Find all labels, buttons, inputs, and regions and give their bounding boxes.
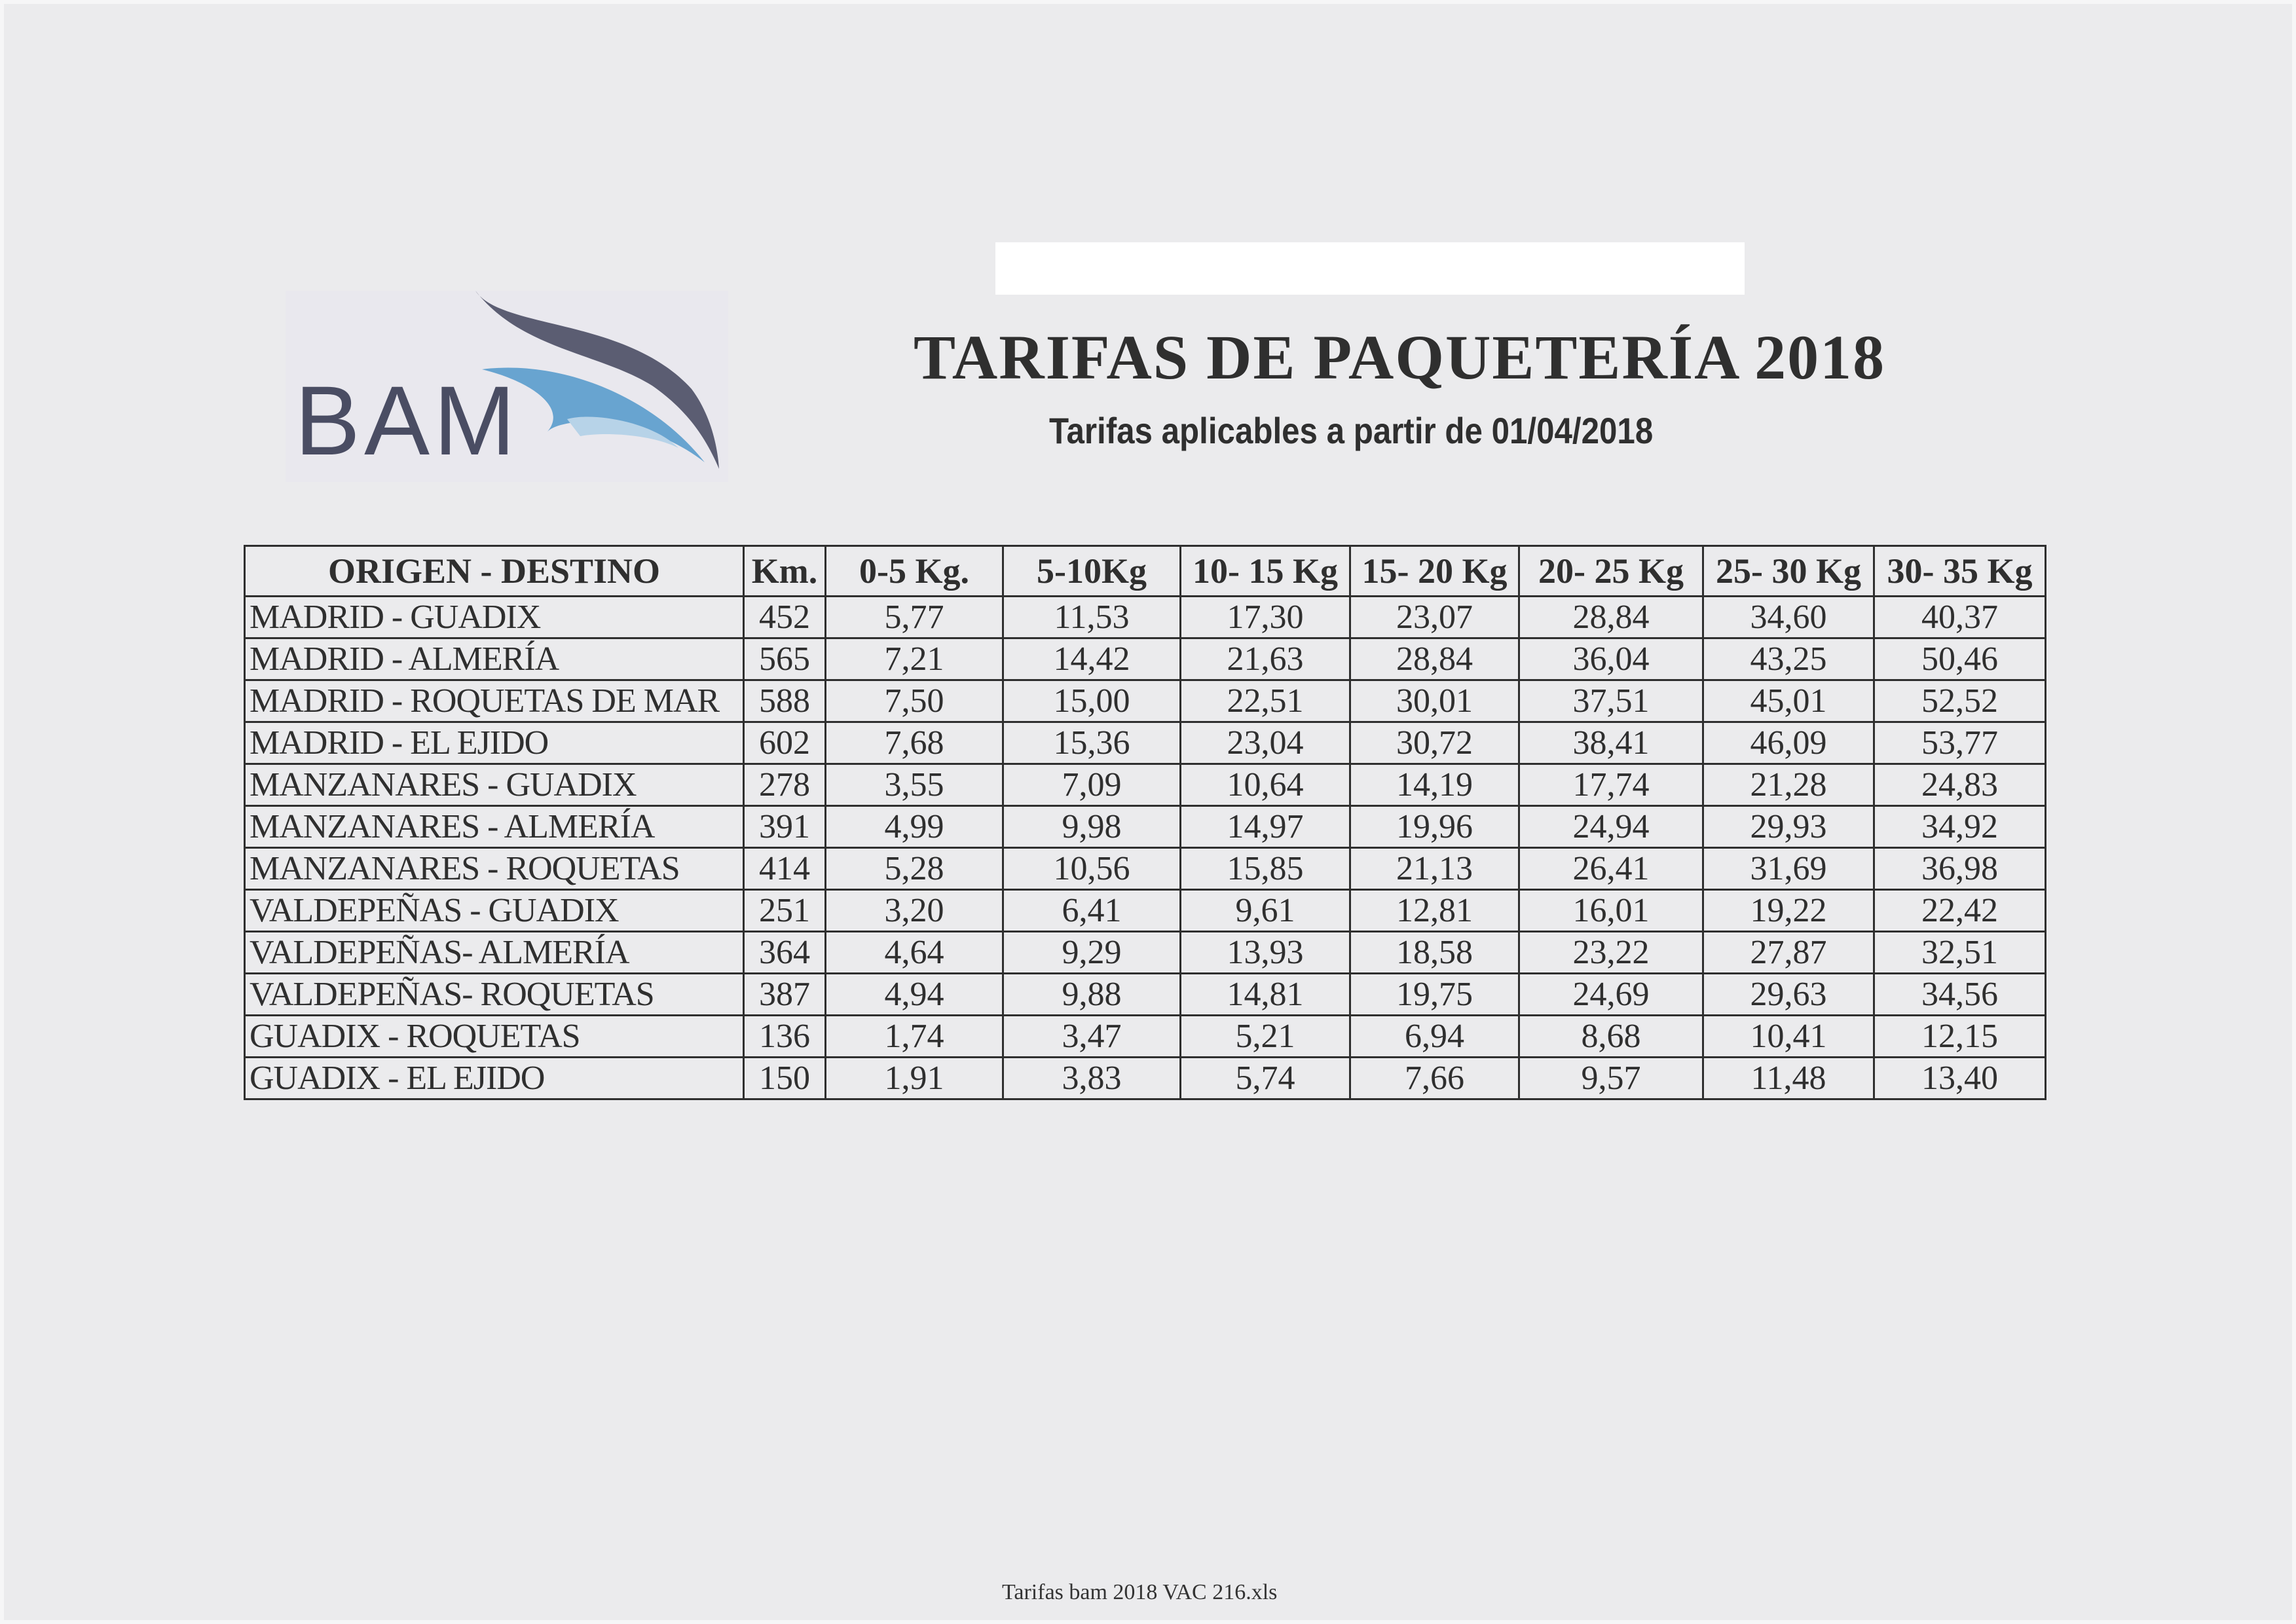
km-cell: 136 (744, 1016, 826, 1058)
route-cell: VALDEPEÑAS- ROQUETAS (245, 974, 744, 1016)
rate-cell: 28,84 (1350, 638, 1519, 680)
km-cell: 602 (744, 722, 826, 764)
rate-cell: 32,51 (1874, 932, 2046, 974)
rate-cell: 4,64 (826, 932, 1003, 974)
redaction-block (995, 242, 1745, 295)
table-row (245, 932, 2046, 974)
table-row (245, 680, 2046, 722)
rate-cell: 14,97 (1181, 806, 1350, 848)
rate-cell: 28,84 (1519, 597, 1703, 638)
table-row (245, 890, 2046, 932)
rate-cell: 34,92 (1874, 806, 2046, 848)
rate-cell: 8,68 (1519, 1016, 1703, 1058)
bam-logo (286, 291, 728, 482)
rate-cell: 19,22 (1703, 890, 1874, 932)
rate-cell: 21,13 (1350, 848, 1519, 890)
rate-cell: 16,01 (1519, 890, 1703, 932)
logo-text: BAM (295, 365, 520, 475)
rate-cell: 14,81 (1181, 974, 1350, 1016)
rate-cell: 11,48 (1703, 1058, 1874, 1099)
page-subtitle: Tarifas aplicables a partir de 01/04/2018 (1049, 410, 1654, 451)
header-30-35-kg: 30- 35 Kg (1874, 546, 2046, 597)
rate-cell: 24,83 (1874, 764, 2046, 806)
rate-cell: 14,42 (1003, 638, 1181, 680)
header-km: Km. (744, 546, 826, 597)
rate-cell: 52,52 (1874, 680, 2046, 722)
route-cell: MANZANARES - ROQUETAS (245, 848, 744, 890)
route-cell: VALDEPEÑAS- ALMERÍA (245, 932, 744, 974)
route-cell: MADRID - EL EJIDO (245, 722, 744, 764)
route-cell: MADRID - ROQUETAS DE MAR (245, 680, 744, 722)
rate-cell: 11,53 (1003, 597, 1181, 638)
rate-cell: 18,58 (1350, 932, 1519, 974)
header-25-30-kg: 25- 30 Kg (1703, 546, 1874, 597)
rate-cell: 1,91 (826, 1058, 1003, 1099)
route-cell: MANZANARES - GUADIX (245, 764, 744, 806)
rate-cell: 15,36 (1003, 722, 1181, 764)
rate-cell: 36,04 (1519, 638, 1703, 680)
table-row (245, 1058, 2046, 1099)
rate-cell: 17,74 (1519, 764, 1703, 806)
route-cell: VALDEPEÑAS - GUADIX (245, 890, 744, 932)
rate-cell: 29,63 (1703, 974, 1874, 1016)
rate-cell: 40,37 (1874, 597, 2046, 638)
route-cell: MANZANARES - ALMERÍA (245, 806, 744, 848)
table-row (245, 638, 2046, 680)
rate-cell: 15,00 (1003, 680, 1181, 722)
rate-cell: 19,75 (1350, 974, 1519, 1016)
rate-cell: 9,57 (1519, 1058, 1703, 1099)
route-cell: GUADIX - EL EJIDO (245, 1058, 744, 1099)
rate-cell: 12,15 (1874, 1016, 2046, 1058)
km-cell: 364 (744, 932, 826, 974)
rate-cell: 3,55 (826, 764, 1003, 806)
table-row (245, 722, 2046, 764)
rate-cell: 15,85 (1181, 848, 1350, 890)
header-10-15-kg: 10- 15 Kg (1181, 546, 1350, 597)
rate-cell: 23,07 (1350, 597, 1519, 638)
table-row (245, 597, 2046, 638)
header-0-5-kg: 0-5 Kg. (826, 546, 1003, 597)
rate-cell: 10,56 (1003, 848, 1181, 890)
rate-cell: 34,56 (1874, 974, 2046, 1016)
rate-cell: 24,69 (1519, 974, 1703, 1016)
rate-cell: 19,96 (1350, 806, 1519, 848)
rate-cell: 5,21 (1181, 1016, 1350, 1058)
km-cell: 387 (744, 974, 826, 1016)
km-cell: 588 (744, 680, 826, 722)
route-cell: MADRID - ALMERÍA (245, 638, 744, 680)
rate-cell: 5,74 (1181, 1058, 1350, 1099)
page-title: TARIFAS DE PAQUETERÍA 2018 (914, 322, 1886, 392)
header-20-25-kg: 20- 25 Kg (1519, 546, 1703, 597)
rates-table (244, 545, 2046, 1100)
rate-cell: 27,87 (1703, 932, 1874, 974)
rate-cell: 12,81 (1350, 890, 1519, 932)
rate-cell: 17,30 (1181, 597, 1350, 638)
table-row (245, 764, 2046, 806)
rate-cell: 24,94 (1519, 806, 1703, 848)
rate-cell: 53,77 (1874, 722, 2046, 764)
rate-cell: 7,66 (1350, 1058, 1519, 1099)
rate-cell: 3,47 (1003, 1016, 1181, 1058)
rate-cell: 9,29 (1003, 932, 1181, 974)
rate-cell: 6,94 (1350, 1016, 1519, 1058)
rate-cell: 14,19 (1350, 764, 1519, 806)
km-cell: 391 (744, 806, 826, 848)
km-cell: 452 (744, 597, 826, 638)
rate-cell: 45,01 (1703, 680, 1874, 722)
rate-cell: 46,09 (1703, 722, 1874, 764)
rate-cell: 9,61 (1181, 890, 1350, 932)
table-row (245, 848, 2046, 890)
route-cell: MADRID - GUADIX (245, 597, 744, 638)
rate-cell: 38,41 (1519, 722, 1703, 764)
rate-cell: 29,93 (1703, 806, 1874, 848)
rate-cell: 3,83 (1003, 1058, 1181, 1099)
rate-cell: 30,01 (1350, 680, 1519, 722)
rate-cell: 13,40 (1874, 1058, 2046, 1099)
rate-cell: 7,21 (826, 638, 1003, 680)
rate-cell: 21,28 (1703, 764, 1874, 806)
rate-cell: 21,63 (1181, 638, 1350, 680)
rate-cell: 36,98 (1874, 848, 2046, 890)
rate-cell: 31,69 (1703, 848, 1874, 890)
rate-cell: 3,20 (826, 890, 1003, 932)
file-name-footer: Tarifas bam 2018 VAC 216.xls (1002, 1580, 1278, 1604)
km-cell: 565 (744, 638, 826, 680)
table-row (245, 1016, 2046, 1058)
table-row (245, 806, 2046, 848)
rate-cell: 22,42 (1874, 890, 2046, 932)
rate-cell: 4,99 (826, 806, 1003, 848)
rate-cell: 9,98 (1003, 806, 1181, 848)
km-cell: 150 (744, 1058, 826, 1099)
km-cell: 414 (744, 848, 826, 890)
rate-cell: 7,09 (1003, 764, 1181, 806)
rate-cell: 13,93 (1181, 932, 1350, 974)
rate-cell: 50,46 (1874, 638, 2046, 680)
rate-cell: 30,72 (1350, 722, 1519, 764)
km-cell: 251 (744, 890, 826, 932)
rate-cell: 7,68 (826, 722, 1003, 764)
rate-cell: 4,94 (826, 974, 1003, 1016)
rate-cell: 7,50 (826, 680, 1003, 722)
km-cell: 278 (744, 764, 826, 806)
rate-cell: 5,28 (826, 848, 1003, 890)
rate-cell: 22,51 (1181, 680, 1350, 722)
rate-cell: 23,22 (1519, 932, 1703, 974)
rate-cell: 1,74 (826, 1016, 1003, 1058)
header-5-10-kg: 5-10Kg (1003, 546, 1181, 597)
rate-cell: 10,41 (1703, 1016, 1874, 1058)
rate-cell: 23,04 (1181, 722, 1350, 764)
rate-cell: 26,41 (1519, 848, 1703, 890)
rate-cell: 43,25 (1703, 638, 1874, 680)
route-cell: GUADIX - ROQUETAS (245, 1016, 744, 1058)
table-row (245, 974, 2046, 1016)
header-15-20-kg: 15- 20 Kg (1350, 546, 1519, 597)
rate-cell: 10,64 (1181, 764, 1350, 806)
rate-cell: 6,41 (1003, 890, 1181, 932)
rate-cell: 5,77 (826, 597, 1003, 638)
table-header-row (245, 546, 2046, 597)
rate-cell: 34,60 (1703, 597, 1874, 638)
header-origen-destino: ORIGEN - DESTINO (245, 546, 744, 597)
rate-cell: 9,88 (1003, 974, 1181, 1016)
rate-cell: 37,51 (1519, 680, 1703, 722)
